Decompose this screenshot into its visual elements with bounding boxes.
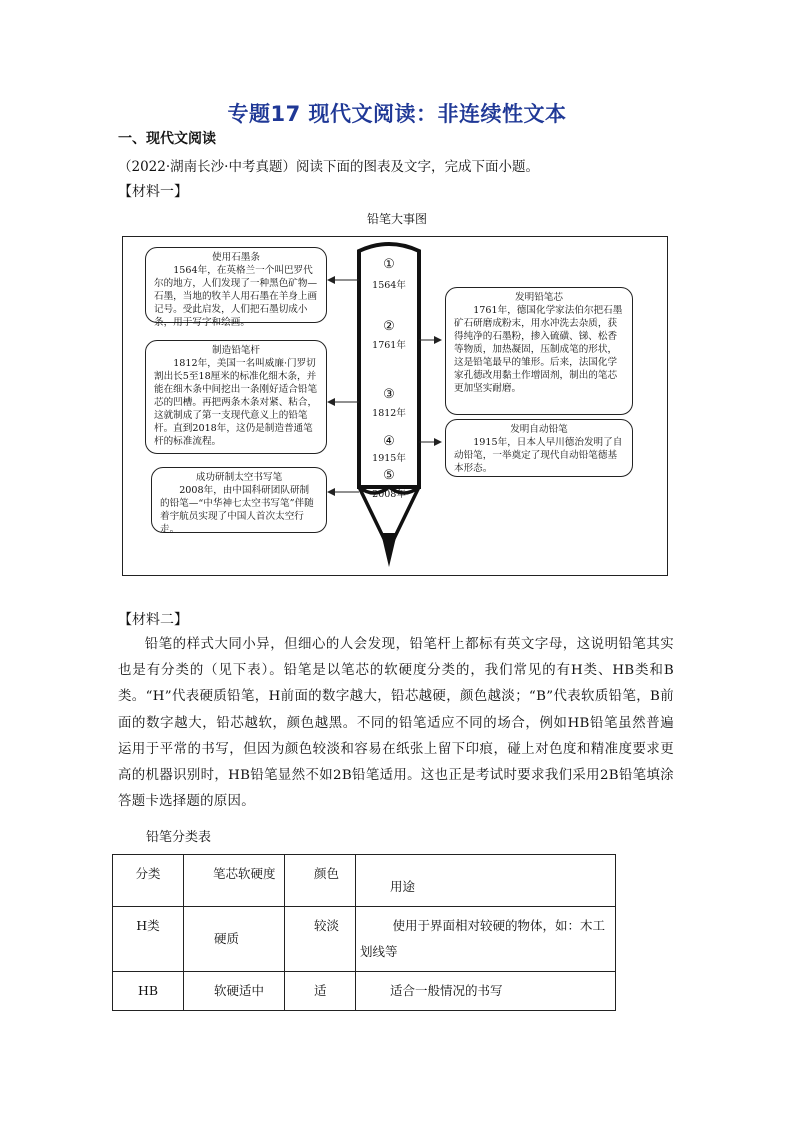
- marker-1: ①: [383, 257, 395, 272]
- section-heading: 一、现代文阅读: [118, 131, 216, 147]
- cell-color: 较淡: [314, 918, 340, 933]
- material2-label: 【材料二】: [118, 612, 188, 628]
- event-box-pencil-lead: [445, 287, 633, 415]
- material2-paragraph: 铅笔的样式大同小异，但细心的人会发现，铅笔杆上都标有英文字母，这说明铅笔其实也是有分类的（见下表）。铅笔是以笔芯的软硬度分类的，我们常见的有H类、HB类和B类。“H”代表硬质铅笔，H前面的数字越大，铅芯越硬，颜色越淡；“B”代表软质铅笔，B前面的数字越大，铅芯越软，颜色越黑。不同的铅笔适应不同的场合，例如HB铅笔虽然普遍运用于平常的书写，但因为颜色较淡和容易在纸张上留下印痕，碰上对色度和精准度要求更高的机器识别时，HB铅笔显然不如2B铅笔适用。这也正是考试时要求我们采用2B铅笔填涂答题卡选择题的原因。: [118, 637, 674, 810]
- marker-5-year: 2008年: [372, 489, 406, 500]
- marker-4-year: 1915年: [372, 453, 406, 464]
- cell-usage: 适合一般情况的书写: [390, 983, 503, 998]
- table-header-row: [113, 855, 616, 907]
- event-title: 使用石墨条: [212, 252, 260, 263]
- table-row: [113, 972, 616, 1011]
- event-box-pencil-shaft: [145, 340, 327, 454]
- marker-1-year: 1564年: [372, 280, 406, 291]
- chart-title: 铅笔大事图: [366, 212, 427, 226]
- cell-hardness: 硬质: [214, 931, 240, 946]
- marker-3-year: 1812年: [372, 408, 406, 419]
- table-caption: 铅笔分类表: [146, 830, 212, 845]
- pencil-classification-table: [112, 854, 616, 1011]
- event-body: 1915年，日本人早川德治发明了自动铅笔，一举奠定了现代自动铅笔德基本形态。: [454, 437, 623, 474]
- event-box-mechanical-pencil: [445, 419, 633, 477]
- event-body: 1761年，德国化学家法伯尔把石墨矿石研磨成粉末，用水冲洗去杂质，获得纯净的石墨粉，掺入硫磺、锑、松香等物质，加热凝固，压制成笔的形状，这是铅笔最早的雏形。后来，法国化学家孔德改用黏土作增固剂，制出的笔芯更加坚实耐磨。: [454, 305, 623, 394]
- header-usage: 用途: [390, 879, 416, 894]
- header-color: 颜色: [314, 866, 340, 881]
- table-row: [113, 907, 616, 972]
- event-title: 发明自动铅笔: [510, 424, 568, 435]
- marker-2: ②: [383, 319, 395, 334]
- page-title: 专题17 现代文阅读：非连续性文本: [227, 102, 567, 126]
- event-title: 制造铅笔杆: [212, 345, 260, 356]
- pencil-timeline-chart: [122, 236, 668, 576]
- marker-5: ⑤: [383, 468, 395, 483]
- material1-label: 【材料一】: [118, 184, 188, 200]
- cell-category: H类: [136, 918, 160, 933]
- cell-hardness: 软硬适中: [214, 983, 265, 998]
- marker-3: ③: [383, 387, 395, 402]
- event-title: 发明铅笔芯: [515, 292, 563, 303]
- intro-text: （2022·湖南长沙·中考真题）阅读下面的图表及文字，完成下面小题。: [118, 159, 539, 175]
- cell-category: HB: [137, 983, 159, 998]
- header-hardness: 笔芯软硬度: [213, 866, 276, 881]
- event-body: 1812年，美国一名叫威廉·门罗切割出长5至18厘米的标准化细木条，并能在细木条中间挖出一条刚好适合铅笔芯的凹槽。再把两条木条对紧、粘合，这就制成了第一支现代意义上的铅笔杆。直到2018年，这仍是制造普通笔杆的标准流程。: [154, 358, 318, 447]
- header-category: 分类: [135, 866, 161, 881]
- event-box-graphite-strip: [145, 247, 327, 328]
- cell-usage: 使用于界面相对较硬的物体，如：木工划线等: [360, 918, 606, 959]
- event-box-space-pen: [151, 467, 327, 533]
- marker-4: ④: [383, 434, 395, 449]
- cell-color: 适: [314, 983, 327, 998]
- marker-2-year: 1761年: [372, 340, 406, 351]
- event-body: 1564年，在英格兰一个叫巴罗代尔的地方，人们发现了一种黑色矿物—石墨，当地的牧羊人用石墨在羊身上画记号。受此启发，人们把石墨切成小条，用于写字和绘画。: [154, 265, 318, 328]
- event-title: 成功研制太空书写笔: [195, 472, 283, 483]
- event-body: 2008年，由中国科研团队研制的铅笔—“中华神七太空书写笔”伴随着宇航员实现了中国人首次太空行走。: [160, 485, 314, 535]
